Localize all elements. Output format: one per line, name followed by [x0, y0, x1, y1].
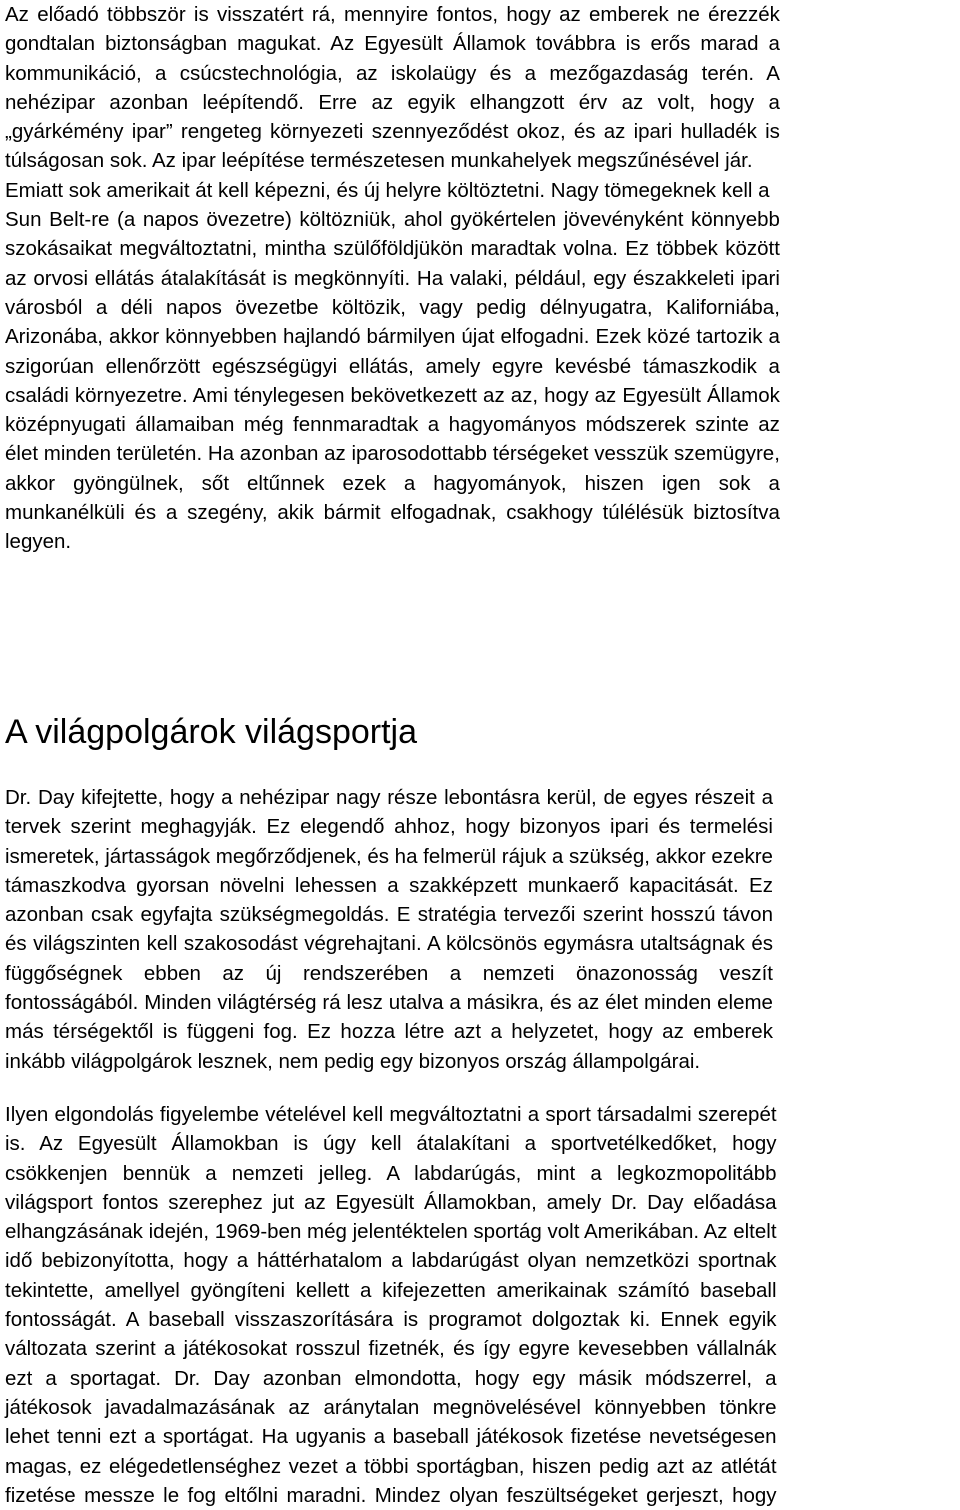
text-line: munkanélküli és a szegény, akik bármit elfogadnak, csakhogy túlélésük biztosítva: [5, 501, 780, 525]
text-line: támaszkodva gyorsan növelni lehessen a szakképzett munkaerő kapacitását. Ez: [5, 873, 773, 897]
text-line: ismeretek, jártasságok megőrződjenek, és ha felmerül rájuk a szükség, akkor ezekre: [5, 844, 773, 868]
text-line: tekintette, amellyel gyöngíteni kellett a kifejezetten amerikainak számító baseball: [5, 1278, 777, 1302]
section-heading: A világpolgárok világsportja: [5, 713, 418, 751]
text-line: az orvosi ellátás átalakítását is megkönnyíti. Ha valaki, például, egy északkeleti ipari: [5, 266, 780, 290]
text-line: gondtalan biztonságban magukat. Az Egyesült Államok továbbra is erős marad a: [5, 32, 780, 56]
text-line: nehézipar azonban leépítendő. Erre az egyik elhangzott érv az volt, hogy a: [5, 90, 780, 114]
text-line: és világszinten kell szakosodást végrehajtani. A kölcsönös egymásra utaltságnak és: [5, 932, 773, 956]
text-line: Az előadó többször is visszatért rá, mennyire fontos, hogy az emberek ne érezzék: [5, 3, 780, 26]
text-line: azonban csak egyfajta szükségmegoldás. E stratégia tervezői szerint hosszú távon: [5, 903, 773, 927]
text-line: fontosságából. Minden világtérség rá lesz utalva a másikra, és az élet minden eleme: [5, 991, 773, 1015]
text-line: elhangzásának idején, 1969-ben még jelentéktelen sportág volt Amerikában. Az eltelt: [5, 1220, 777, 1244]
text-line: fontosságát. A baseball visszaszorítására is programot dolgoztak ki. Ennek egyik: [5, 1308, 777, 1332]
text-line: középnyugati államaiban még fennmaradtak a hagyományos módszerek szinte az: [5, 413, 780, 437]
text-line: szokásaikat megváltoztatni, mintha szülőföldjükön maradtak volna. Ez többek között: [5, 237, 780, 261]
text-line: legyen.: [5, 530, 72, 554]
text-line: kommunikáció, a csúcstechnológia, az iskolaügy és a mezőgazdaság terén. A: [5, 61, 780, 85]
text-line: városból a déli napos övezetbe költözik, vagy pedig délnyugatra, Kaliforniába,: [5, 295, 780, 319]
paragraph-section-2: [5, 783, 773, 1076]
text-line: világsport fontos szerephez jut az Egyesült Államokban, amely Dr. Day előadása: [5, 1190, 777, 1214]
text-line: változata szerint a játékosokat rosszul fizetnék, és így egyre kevesebben vállalnák: [5, 1337, 777, 1361]
text-line: fizetése messze le fog eltőlni maradni. Mindez olyan feszültségeket gerjeszt, hogy: [5, 1483, 777, 1507]
text-line: magas, ez elégedetlenséghez vezet a többi sportágban, hiszen pedig azt az atlétát: [5, 1454, 777, 1478]
text-line: családi környezetre. Ami ténylegesen bekövetkezett az az, hogy az Egyesült Államok: [5, 383, 780, 407]
text-line: is. Az Egyesült Államokban is úgy kell átalakítani a sportvetélkedőket, hogy: [5, 1132, 777, 1156]
text-line: ezt a sportagat. Dr. Day azonban elmondotta, hogy egy másik módszerrel, a: [5, 1366, 777, 1390]
text-line: Ilyen elgondolás figyelembe vételével kell megváltoztatni a sport társadalmi szerepét: [5, 1103, 777, 1126]
text-line: Sun Belt-re (a napos övezetre) költözniük, ahol gyökértelen jövevényként könnyebb: [5, 208, 780, 232]
text-line: tervek szerint meghagyják. Ez elegendő ahhoz, hogy bizonyos ipari és termelési: [5, 815, 773, 839]
text-line: túlságosan sok. Az ipar leépítése természetesen munkahelyek megszűnésével jár.: [5, 149, 753, 173]
text-line: „gyárkémény ipar” rengeteg környezeti szennyeződést okoz, és az ipari hulladék is: [5, 120, 780, 144]
text-line: inkább világpolgárok lesznek, nem pedig egy bizonyos ország állampolgárai.: [5, 1049, 701, 1073]
text-line: élet minden területén. Ha azonban az iparosodottabb térségeket vesszük szemügyre,: [5, 442, 780, 466]
text-line: lehet tenni ezt a sportágat. Ha ugyanis a baseball játékosok fizetése nevetségesen: [5, 1425, 777, 1449]
paragraph-section-3: [5, 1100, 777, 1510]
text-line: Dr. Day kifejtette, hogy a nehézipar nagy része lebontásra kerül, de egyes részeit a: [5, 786, 773, 809]
paragraph-section-1: [5, 0, 780, 557]
text-line: más térségektől is függeni fog. Ez hozza létre azt a helyzetet, hogy az emberek: [5, 1020, 773, 1044]
text-line: idő bebizonyította, hogy a háttérhatalom a labdarúgást olyan nemzetközi sportnak: [5, 1249, 777, 1273]
text-line: Emiatt sok amerikait át kell képezni, és új helyre költöztetni. Nagy tömegeknek kell a: [5, 178, 770, 202]
text-line: akkor gyöngülnek, sőt eltűnnek ezek a hagyományok, hiszen igen sok a: [5, 471, 780, 495]
text-line: játékosok javadalmazásának az aránytalan megnövelésével könnyebben tönkre: [5, 1395, 777, 1419]
text-line: Arizonába, akkor könnyebben hajlandó bármilyen újat elfogadni. Ezek közé tartozik a: [5, 325, 780, 349]
text-line: szigorúan ellenőrzött egészségügyi ellátás, amely egyre kevésbé támaszkodik a: [5, 354, 780, 378]
text-line: csökkenjen bennük a nemzeti jelleg. A labdarúgás, mint a legkozmopolitább: [5, 1161, 777, 1185]
text-line: függőségnek ebben az új rendszerében a nemzeti önazonosság veszít: [5, 961, 773, 985]
